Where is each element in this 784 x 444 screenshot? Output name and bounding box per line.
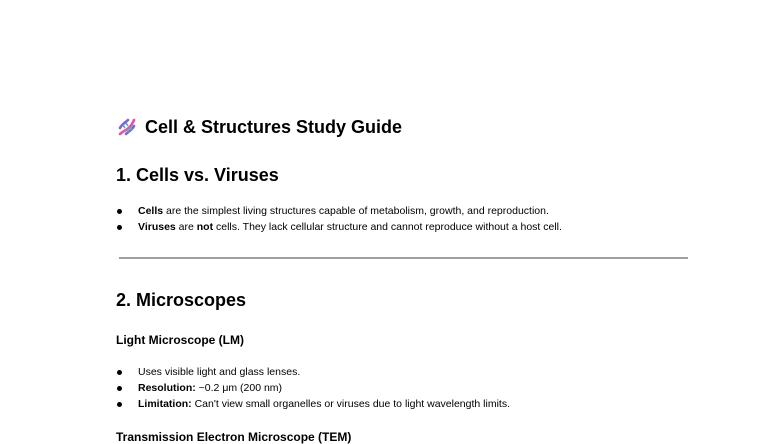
item-text: cells. They lack cellular structure and cannot reproduce without a host cell.: [213, 221, 562, 233]
list-item: [116, 380, 510, 396]
item-text: Can't view small organelles or viruses due to light wavelength limits.: [191, 398, 510, 410]
list-item: [116, 364, 510, 380]
list-item: [116, 203, 562, 219]
dna-icon: [116, 116, 138, 138]
bullet-dot-icon: [117, 209, 122, 214]
item-text: ~0.2 μm (200 nm): [195, 382, 283, 394]
subheading-light-microscope: Light Microscope (LM): [116, 333, 244, 347]
section-heading-microscopes: 2. Microscopes: [116, 290, 247, 310]
bullet-dot-icon: [117, 370, 122, 375]
bullet-list-light-microscope: [116, 364, 510, 412]
list-item: [116, 219, 562, 235]
section-heading-cells-vs-viruses: 1. Cells vs. Viruses: [116, 165, 279, 185]
list-item: [116, 396, 510, 412]
item-text: Uses visible light and glass lenses.: [138, 366, 301, 378]
subheading-tem: Transmission Electron Microscope (TEM): [116, 430, 352, 444]
title-text: Cell & Structures Study Guide: [145, 116, 403, 137]
bullet-list-cells-viruses: [116, 203, 562, 235]
bold-term: Viruses: [138, 221, 176, 233]
bold-term: Resolution:: [138, 382, 196, 394]
bullet-dot-icon: [117, 225, 122, 230]
item-text: are the simplest living structures capable of metabolism, growth, and reproduction.: [163, 205, 549, 217]
bullet-dot-icon: [117, 402, 122, 407]
bold-term: Limitation:: [138, 398, 192, 410]
bold-term: Cells: [138, 205, 164, 217]
bullet-dot-icon: [117, 386, 122, 391]
item-text: are: [175, 221, 197, 233]
horizontal-divider: [119, 257, 688, 259]
page-title: [116, 116, 402, 138]
bold-term: not: [196, 221, 214, 233]
